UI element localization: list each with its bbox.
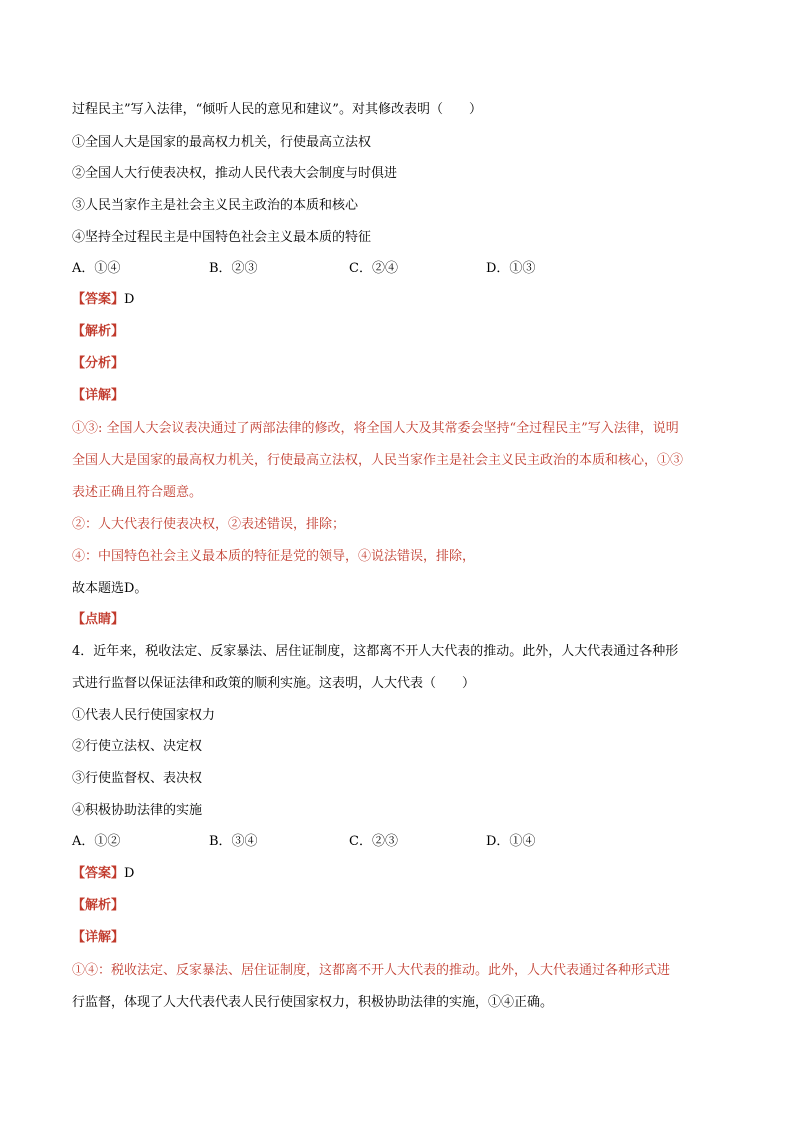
q3-jiexi-tag: 【解析】 (72, 324, 125, 339)
q4-options (72, 832, 722, 852)
q4-statement-1: ①代表人民行使国家权力 (72, 708, 216, 723)
q4-answer (72, 864, 134, 884)
q3-options (72, 259, 722, 279)
q3-stem-tail: 过程民主”写入法律，“倾听人民的意见和建议”。对其修改表明（ ） (72, 102, 482, 117)
q4-stem-line-2: 式进行监督以保证法律和政策的顺利实施。这表明，人大代表（ ） (72, 676, 476, 691)
q3-detail-line-2: 全国人大是国家的最高权力机关，行使最高立法权，人民当家作主是社会主义民主政治的本质和核心，①③ (72, 453, 684, 468)
q4-statement-3: ③行使监督权、表决权 (72, 771, 203, 786)
q4-option-c: C．②③ (349, 834, 398, 849)
q4-answer-value: D (124, 866, 135, 881)
q4-jiexi-tag: 【解析】 (72, 898, 125, 913)
q4-statement-4: ④积极协助法律的实施 (72, 803, 203, 818)
q3-option-c: C．②④ (349, 261, 398, 276)
q3-statement-2: ②全国人大行使表决权，推动人民代表大会制度与时俱进 (72, 166, 398, 181)
q3-option-b: B．②③ (209, 261, 258, 276)
q3-detail-line-1: ①③: 全国人大会议表决通过了两部法律的修改，将全国人大及其常委会坚持“全过程民主”写入法律，说明 (72, 421, 679, 436)
q4-option-d: D．①④ (486, 834, 536, 849)
q4-detail-line-2: 行监督，体现了人大代表代表人民行使国家权力，积极协助法律的实施，①④正确。 (72, 995, 554, 1010)
q3-answer-value: D (124, 292, 135, 307)
q3-statement-4: ④坚持全过程民主是中国特色社会主义最本质的特征 (72, 230, 372, 245)
q3-option-d: D．①③ (486, 261, 536, 276)
q3-detail-line-3: 表述正确且符合题意。 (72, 485, 203, 500)
q3-answer (72, 290, 134, 310)
q3-statement-3: ③人民当家作主是社会主义民主政治的本质和核心 (72, 198, 359, 213)
q3-option-a: A．①④ (72, 261, 121, 276)
q4-xiangjie-tag: 【详解】 (72, 930, 125, 945)
q3-statement-1: ①全国人大是国家的最高权力机关，行使最高立法权 (72, 135, 372, 150)
q4-option-a: A．①② (72, 834, 121, 849)
q4-statement-2: ②行使立法权、决定权 (72, 739, 203, 754)
q4-stem-line-1: 4．近年来，税收法定、反家暴法、居住证制度，这都离不开人大代表的推动。此外，人大代表通过各种形 (72, 644, 679, 659)
q3-fenxi-tag: 【分析】 (72, 356, 125, 371)
q3-detail-line-5: ④：中国特色社会主义最本质的特征是党的领导，④说法错误，排除， (72, 549, 476, 564)
q3-answer-tag: 【答案】 (72, 292, 125, 307)
q4-option-b: B．③④ (209, 834, 258, 849)
q3-detail-line-4: ②：人大代表行使表决权，②表述错误，排除； (72, 517, 346, 532)
q3-dianjing-tag: 【点睛】 (72, 612, 125, 627)
q4-answer-tag: 【答案】 (72, 866, 125, 881)
q4-detail-line-1: ①④：税收法定、反家暴法、居住证制度，这都离不开人大代表的推动。此外，人大代表通过各种形式进 (72, 963, 671, 978)
q3-xiangjie-tag: 【详解】 (72, 388, 125, 403)
q3-conclusion: 故本题选D。 (72, 581, 148, 596)
